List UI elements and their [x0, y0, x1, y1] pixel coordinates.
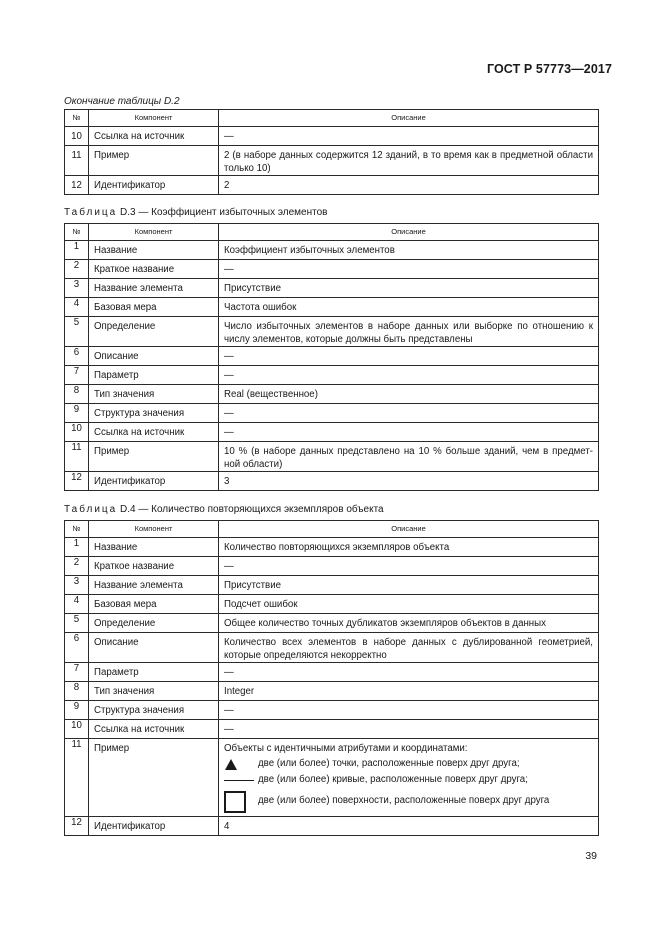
row-num: 9 — [65, 701, 89, 720]
row-num: 10 — [65, 127, 89, 146]
table-header-row — [65, 224, 599, 241]
col-header-description: Описание — [219, 110, 599, 127]
row-description: Коэффициент избыточных элементов — [219, 241, 599, 260]
row-num: 10 — [65, 720, 89, 739]
table-row — [65, 347, 599, 366]
row-description: — — [219, 663, 599, 682]
row-component: Пример — [89, 146, 219, 176]
table-row — [65, 404, 599, 423]
table-row — [65, 423, 599, 442]
row-description: Присутствие — [219, 576, 599, 595]
row-component: Структура значения — [89, 701, 219, 720]
row-component: Тип значения — [89, 682, 219, 701]
table-d4-tail — [65, 739, 599, 836]
row-description: — — [219, 347, 599, 366]
row-component: Определение — [89, 317, 219, 347]
row-component: Название — [89, 538, 219, 557]
row-description: 10 % (в наборе данных представлено на 10 % больше зданий, чем в предмет-ной области) — [219, 442, 599, 472]
col-header-description: Описание — [219, 521, 599, 538]
row-num: 1 — [65, 241, 89, 260]
table-row — [65, 442, 599, 472]
col-header-num: № — [65, 521, 89, 538]
row-num: 8 — [65, 385, 89, 404]
row-num: 11 — [65, 146, 89, 176]
caption-text: D.3 — Коэффициент избыточных элементов — [120, 207, 328, 218]
caption-text: D.4 — Количество повторяющихся экземпляров объекта — [120, 504, 384, 515]
row-num: 2 — [65, 557, 89, 576]
table-d3-body — [65, 241, 599, 491]
row-component: Ссылка на источник — [89, 720, 219, 739]
table-row — [65, 279, 599, 298]
table-row — [65, 595, 599, 614]
row-component: Краткое название — [89, 260, 219, 279]
row-description: Частота ошибок — [219, 298, 599, 317]
row-component: Структура значения — [89, 404, 219, 423]
line-icon — [224, 780, 258, 781]
col-header-component: Компонент — [89, 521, 219, 538]
row-num: 12 — [65, 176, 89, 195]
table-row — [65, 366, 599, 385]
table-row — [65, 176, 599, 195]
page-number: 39 — [585, 850, 597, 862]
row-description: Real (вещественное) — [219, 385, 599, 404]
row-description: 4 — [219, 816, 599, 835]
row-component: Пример — [89, 442, 219, 472]
row-component: Тип значения — [89, 385, 219, 404]
row-component: Краткое название — [89, 557, 219, 576]
example-item — [224, 788, 593, 816]
row-num: 12 — [65, 472, 89, 491]
row-description: — — [219, 423, 599, 442]
row-num: 10 — [65, 423, 89, 442]
table-d3-caption — [64, 207, 327, 218]
row-description: — — [219, 366, 599, 385]
table-d2 — [64, 109, 599, 195]
row-component: Базовая мера — [89, 595, 219, 614]
row-component: Идентификатор — [89, 176, 219, 195]
table-row — [65, 557, 599, 576]
col-header-description: Описание — [219, 224, 599, 241]
table-row — [65, 127, 599, 146]
table-row — [65, 701, 599, 720]
row-description: Количество повторяющихся экземпляров объекта — [219, 538, 599, 557]
row-num: 5 — [65, 317, 89, 347]
row-description: Integer — [219, 682, 599, 701]
row-component: Название элемента — [89, 279, 219, 298]
row-description: — — [219, 720, 599, 739]
example-item-text: две (или более) кривые, расположенные поверх друг друга; — [258, 773, 528, 785]
table-row — [65, 298, 599, 317]
col-header-component: Компонент — [89, 224, 219, 241]
caption-prefix: Таблица — [64, 504, 118, 515]
row-num: 7 — [65, 366, 89, 385]
row-description: — — [219, 701, 599, 720]
row-description: Подсчет ошибок — [219, 595, 599, 614]
table-row — [65, 720, 599, 739]
table-row — [65, 472, 599, 491]
table-row — [65, 816, 599, 835]
row-num: 6 — [65, 633, 89, 663]
table-row — [65, 633, 599, 663]
table-d4-body — [65, 538, 599, 739]
row-component: Описание — [89, 347, 219, 366]
row-description — [219, 739, 599, 817]
row-num: 11 — [65, 739, 89, 817]
table-row — [65, 385, 599, 404]
row-description: 2 (в наборе данных содержится 12 зданий, в то время как в предметной области только 10) — [219, 146, 599, 176]
table-row-example — [65, 739, 599, 817]
row-component: Пример — [89, 739, 219, 817]
row-description: — — [219, 260, 599, 279]
example-item-text: две (или более) точки, расположенные поверх друг друга; — [258, 758, 520, 770]
row-component: Описание — [89, 633, 219, 663]
row-description: Число избыточных элементов в наборе данных или выборке по отношению к числу элементов, которые должны быть представлены — [219, 317, 599, 347]
square-icon — [224, 791, 258, 813]
row-num: 1 — [65, 538, 89, 557]
document-id: ГОСТ Р 57773—2017 — [486, 62, 612, 76]
table-row — [65, 146, 599, 176]
row-component: Идентификатор — [89, 472, 219, 491]
row-num: 4 — [65, 298, 89, 317]
row-component: Название — [89, 241, 219, 260]
row-num: 4 — [65, 595, 89, 614]
table-d2-caption: Окончание таблицы D.2 — [64, 96, 180, 107]
col-header-component: Компонент — [89, 110, 219, 127]
row-component: Определение — [89, 614, 219, 633]
row-description: 3 — [219, 472, 599, 491]
row-description: — — [219, 557, 599, 576]
row-description: — — [219, 127, 599, 146]
triangle-icon — [224, 759, 258, 770]
row-num: 3 — [65, 279, 89, 298]
example-intro: Объекты с идентичными атрибутами и координатами: — [224, 743, 468, 754]
table-d3 — [64, 223, 599, 491]
table-row — [65, 317, 599, 347]
table-row — [65, 682, 599, 701]
row-description: 2 — [219, 176, 599, 195]
row-num: 9 — [65, 404, 89, 423]
row-num: 6 — [65, 347, 89, 366]
row-component: Ссылка на источник — [89, 127, 219, 146]
col-header-num: № — [65, 224, 89, 241]
row-description: — — [219, 404, 599, 423]
row-num: 5 — [65, 614, 89, 633]
example-item-text: две (или более) поверхности, расположенные поверх друг друга — [258, 795, 550, 807]
table-row — [65, 614, 599, 633]
table-row — [65, 576, 599, 595]
example-item — [224, 757, 593, 773]
row-component: Параметр — [89, 366, 219, 385]
example-item — [224, 773, 593, 788]
row-description: Общее количество точных дубликатов экземпляров объектов в данных — [219, 614, 599, 633]
table-row — [65, 663, 599, 682]
row-description: Количество всех элементов в наборе данных с дублированной геометрией, которые определяются некорректно — [219, 633, 599, 663]
row-component: Название элемента — [89, 576, 219, 595]
table-header-row — [65, 521, 599, 538]
table-d4-caption — [64, 504, 384, 515]
row-component: Ссылка на источник — [89, 423, 219, 442]
col-header-num: № — [65, 110, 89, 127]
row-num: 2 — [65, 260, 89, 279]
row-num: 7 — [65, 663, 89, 682]
row-num: 3 — [65, 576, 89, 595]
row-component: Базовая мера — [89, 298, 219, 317]
table-row — [65, 538, 599, 557]
row-description: Присутствие — [219, 279, 599, 298]
row-component: Параметр — [89, 663, 219, 682]
row-num: 12 — [65, 816, 89, 835]
row-num: 11 — [65, 442, 89, 472]
table-row — [65, 241, 599, 260]
row-component: Идентификатор — [89, 816, 219, 835]
table-header-row — [65, 110, 599, 127]
caption-prefix: Таблица — [64, 207, 118, 218]
table-row — [65, 260, 599, 279]
row-num: 8 — [65, 682, 89, 701]
table-d4 — [64, 520, 599, 836]
